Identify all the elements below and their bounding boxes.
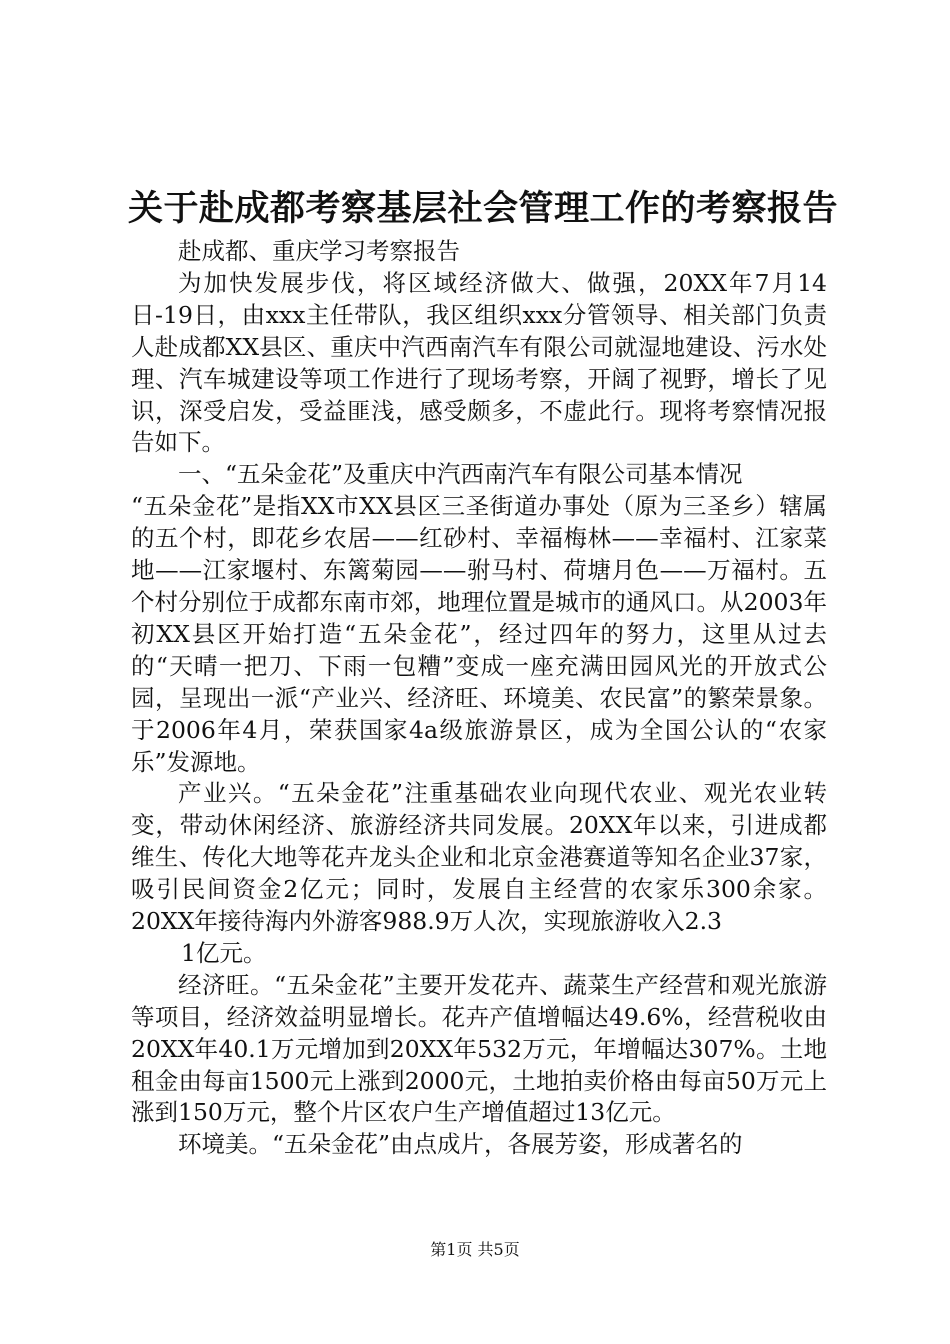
industry-continuation: [131, 938, 827, 970]
document-body: [131, 236, 827, 1161]
paragraph-text: 为加快发展步伐，将区域经济做大、做强，20XX年7月14日-19日，由xxx主任带队，我区组织xxx分管领导、相关部门负责人赴成都XX县区、重庆中汽西南汽车有限公司就湿地建设、污水处理、汽车城建设等项工作进行了现场考察，开阔了视野，增长了见识，深受启发，受益匪浅，感受颇多，不虚此行。现将考察情况报告如下。: [131, 268, 827, 457]
paragraph-text: 环境美。“五朵金花”由点成片，各展芳姿，形成著名的: [178, 1130, 743, 1159]
paragraph-text: 一、“五朵金花”及重庆中汽西南汽车有限公司基本情况: [178, 460, 743, 489]
subtitle-paragraph: [131, 236, 827, 268]
intro-paragraph: [131, 268, 827, 459]
paragraph-text: 赴成都、重庆学习考察报告: [178, 237, 460, 265]
paragraph-text: “五朵金花”是指XX市XX县区三圣街道办事处（原为三圣乡）辖属的五个村，即花乡农居——红砂村、幸福梅林——幸福村、江家菜地——江家堰村、东篱菊园——驸马村、荷塘月色——万福村。五个村分别位于成都东南市郊，地理位置是城市的通风口。从2003年初XX县区开始打造“五朵金花”，经过四年的努力，这里从过去的“天晴一把刀、下雨一包糟”变成一座充满田园风光的开放式公园，呈现出一派“产业兴、经济旺、环境美、农民富”的繁荣景象。于2006年4月，荣获国家4a级旅游景区，成为全国公认的“农家乐”发源地。: [131, 492, 827, 776]
section-heading-1: [131, 459, 827, 491]
page-footer: 第1页 共5页: [430, 1240, 520, 1259]
document-title: 关于赴成都考察基层社会管理工作的考察报告: [128, 188, 839, 229]
paragraph-text: 产业兴。“五朵金花”注重基础农业向现代农业、观光农业转变，带动休闲经济、旅游经济共同发展。20XX年以来，引进成都维生、传化大地等花卉龙头企业和北京金港赛道等知名企业37家，吸引民间资金2亿元；同时，发展自主经营的农家乐300余家。20XX年接待海内外游客988.9万人次，实现旅游收入2.3: [131, 779, 827, 936]
environment-paragraph: [131, 1129, 827, 1161]
paragraph-text: 1亿元。: [181, 938, 267, 967]
economy-paragraph: [131, 970, 827, 1130]
paragraph-text: 经济旺。“五朵金花”主要开发花卉、蔬菜生产经营和观光旅游等项目，经济效益明显增长。花卉产值增幅达49.6%，经营税收由20XX年40.1万元增加到20XX年532万元，年增幅达307%。土地租金由每亩1500元上涨到2000元，土地拍卖价格由每亩50万元上涨到150万元，整个片区农户生产增值超过13亿元。: [131, 970, 827, 1127]
industry-paragraph: [131, 778, 827, 938]
five-flowers-paragraph: [131, 491, 827, 778]
